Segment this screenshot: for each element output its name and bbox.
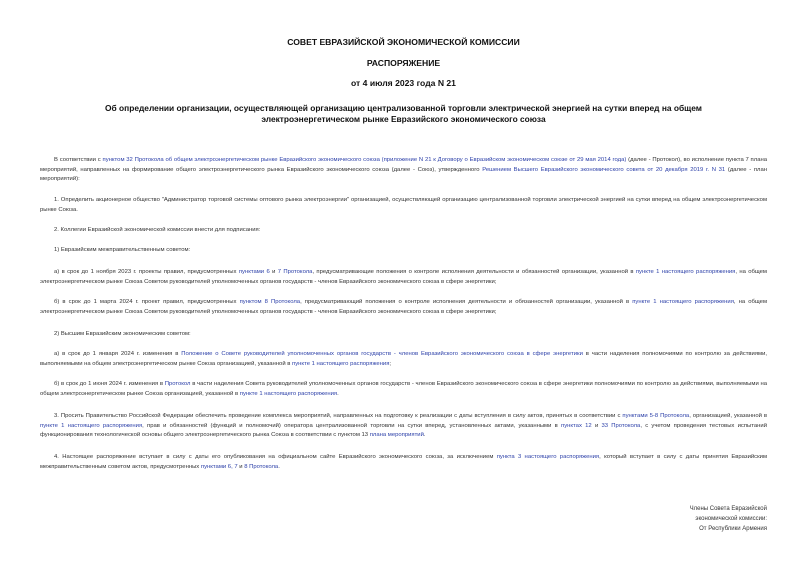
- order-point-1-link[interactable]: пункте 1 настоящего распоряжения: [635, 269, 736, 275]
- paragraph-2-1-a: [40, 268, 767, 287]
- paragraph-2-1: [40, 246, 767, 256]
- order-point-1-link[interactable]: пункте 1 настоящего распоряжения: [40, 422, 143, 429]
- protocol-point-8-link[interactable]: пунктом 8 Протокола: [239, 299, 301, 305]
- paragraph-4-text-1: 4. Настоящее распоряжение вступает в силу с даты его опубликования на официальном сайте Евразийского экономического союза, за исключением: [54, 454, 497, 460]
- order-point-3-link[interactable]: пункта 3 настоящего распоряжения: [496, 454, 600, 460]
- paragraph-3-text-5: , с учетом проведения тестовых испытаний функционирования технологической основы общего электроэнергетического рынка Союза в соответствии с пунктом 13: [40, 422, 768, 438]
- preamble-text-2: (далее - Протокол), во исполнение пункта 7 плана мероприятий, направленных на формирование общего электроэнергетического рынка Евразийского экономического союза (далее - Союз), утвержденного: [40, 157, 767, 173]
- paragraph-1: [40, 196, 767, 215]
- paragraph-2-2-a-text-1: а) в срок до 1 января 2024 г. изменения в: [54, 351, 182, 357]
- paragraph-1-text: 1. Определить акционерное общество "Администратор торговой системы оптового рынка электроэнергии" организацией, осуществляющей организацию централизованной торговли электрической энергией на сутки вперед на общем электроэнергетическом рынке Союза.: [40, 197, 767, 213]
- paragraph-2-2-b-text-1: б) в срок до 1 июня 2024 г. изменения в: [54, 381, 165, 387]
- paragraph-2-2-a-text-2: в части наделения полномочиями по контролю за действиями, выполняемыми на общем электроэнергетическом рынке Союза организацией, указанной в: [40, 351, 768, 367]
- issuing-body-heading: СОВЕТ ЕВРАЗИЙСКОЙ ЭКОНОМИЧЕСКОЙ КОМИССИИ: [287, 37, 520, 47]
- preamble-paragraph: [40, 156, 767, 185]
- paragraph-3-text-3: , прав и обязанностей (функций и полномочий) оператора централизованной торговли на сутки вперед, установленных актами, указанными в: [142, 422, 562, 429]
- paragraph-3-text-6: .: [423, 432, 426, 438]
- protocol-point-32-link[interactable]: пунктом 32 Протокола об общем электроэнергетическом рынке Евразийского экономического союза (приложение N 21 к Договору о Евразийском экономическом союзе от 29 мая 2014 года): [102, 157, 627, 163]
- paragraph-2-2: [40, 330, 767, 340]
- paragraph-2-text: 2. Коллегии Евразийской экономической комиссии внести для подписания:: [54, 227, 261, 233]
- paragraph-2-1-text: 1) Евразийским межправительственным советом:: [54, 247, 191, 253]
- paragraph-4: [40, 453, 767, 472]
- paragraph-2-2-text: 2) Высшим Евразийским экономическим советом:: [54, 331, 191, 337]
- paragraph-2-1-b-text-3: , на общем электроэнергетическом рынке Союза Советом руководителей уполномоченных органов государств - членов Евразийского экономического союза в сфере энергетики;: [40, 299, 768, 315]
- paragraph-2-2-a: [40, 350, 767, 369]
- paragraph-2-1-a-text-1: а) в срок до 1 ноября 2023 г. проекты правил, предусмотренных: [54, 269, 239, 275]
- signature-line-2: экономической комиссии:: [695, 515, 767, 522]
- signature-block: [690, 505, 767, 534]
- protocol-point-7-link[interactable]: 7 Протокола: [277, 269, 313, 275]
- protocol-link[interactable]: Протокол: [164, 381, 191, 387]
- subject-line-2: электроэнергетическом рынке Евразийского экономического союза: [261, 114, 546, 124]
- preamble-text-1: В соответствии с: [54, 157, 103, 163]
- council-regulation-link[interactable]: Положение о Совете руководителей уполномоченных органов государств - членов Евразийского экономического союза в сфере энергетики: [181, 351, 583, 357]
- order-point-1-link[interactable]: пункте 1 настоящего распоряжения: [239, 390, 338, 397]
- paragraph-4-text-2: , который вступает в силу с даты принятия Евразийским межправительственным советом актов, предусмотренных: [40, 454, 768, 470]
- paragraph-3-text-4: и: [591, 422, 602, 429]
- protocol-point-33-link[interactable]: 33 Протокола: [601, 422, 641, 429]
- preamble-text-3: (далее - план мероприятий):: [40, 166, 767, 182]
- document-type-heading: РАСПОРЯЖЕНИЕ: [366, 58, 441, 68]
- supreme-council-decision-link[interactable]: Решением Высшего Евразийского экономического совета от 20 декабря 2019 г. N 31: [482, 166, 726, 173]
- protocol-point-8-link[interactable]: 8 Протокола: [244, 463, 279, 470]
- paragraph-2-1-b: [40, 298, 767, 317]
- paragraph-4-text-4: .: [278, 463, 280, 470]
- protocol-points-5-8-link[interactable]: пунктами 5-8 Протокола: [622, 413, 690, 419]
- paragraph-2-1-b-text-1: б) в срок до 1 марта 2024 г. проект правил, предусмотренных: [54, 299, 240, 305]
- protocol-points-6-7-link[interactable]: пунктами 6, 7: [200, 463, 238, 470]
- paragraph-2: [40, 226, 767, 236]
- protocol-point-6-link[interactable]: пунктами 6: [238, 269, 270, 275]
- paragraph-2-1-a-text-2: и: [269, 269, 278, 275]
- paragraph-2-1-a-text-4: , на общем электроэнергетическом рынке Союза Советом руководителей уполномоченных органов государств - членов Евразийского экономического союза в сфере энергетики;: [40, 269, 767, 285]
- signature-line-3: От Республики Армения: [699, 525, 767, 532]
- paragraph-3-text-1: 3. Просить Правительство Российской Федерации обеспечить проведение комплекса мероприятий, направленных на подготовку к реализации с даты вступления в силу актов, принятых в соответствии с: [54, 413, 623, 419]
- signature-line-1: Члены Совета Евразийской: [689, 506, 767, 512]
- paragraph-2-2-b-text-3: .: [337, 390, 339, 397]
- paragraph-3-text-2: , организацией, указанной в: [689, 413, 768, 419]
- paragraph-3: [40, 412, 767, 441]
- document-date-heading: от 4 июля 2023 года N 21: [351, 78, 456, 88]
- order-point-1-link[interactable]: пункте 1 настоящего распоряжения: [632, 299, 734, 305]
- paragraph-2-1-a-text-3: , предусматривающие положения о контроле исполнения деятельности и обязанностей организации, указанной в: [312, 269, 636, 275]
- order-point-1-link[interactable]: пункте 1 настоящего распоряжения: [292, 360, 390, 367]
- paragraph-2-2-b: [40, 380, 767, 399]
- subject-line-1: Об определении организации, осуществляющей организацию централизованной торговли электрической энергией на сутки вперед на общем: [105, 103, 702, 113]
- paragraph-2-1-b-text-2: , предусматривающий положения о контроле исполнения деятельности и обязанностей организации, указанной в: [300, 299, 633, 305]
- protocol-point-12-link[interactable]: пунктах 12: [561, 422, 592, 429]
- document-subject: [70, 103, 737, 125]
- paragraph-2-2-b-text-2: в части наделения Совета руководителей уполномоченных органов государств - членов Евразийского экономического союза в сфере энергетики полномочиями по контролю за действиями, выполняемыми на общем электроэнергетическом рынке Союза организацией, указанной в: [40, 381, 767, 397]
- paragraph-4-text-3: и: [237, 463, 245, 470]
- paragraph-2-2-a-text-3: ;: [389, 360, 392, 367]
- action-plan-link[interactable]: плана мероприятий: [369, 432, 424, 438]
